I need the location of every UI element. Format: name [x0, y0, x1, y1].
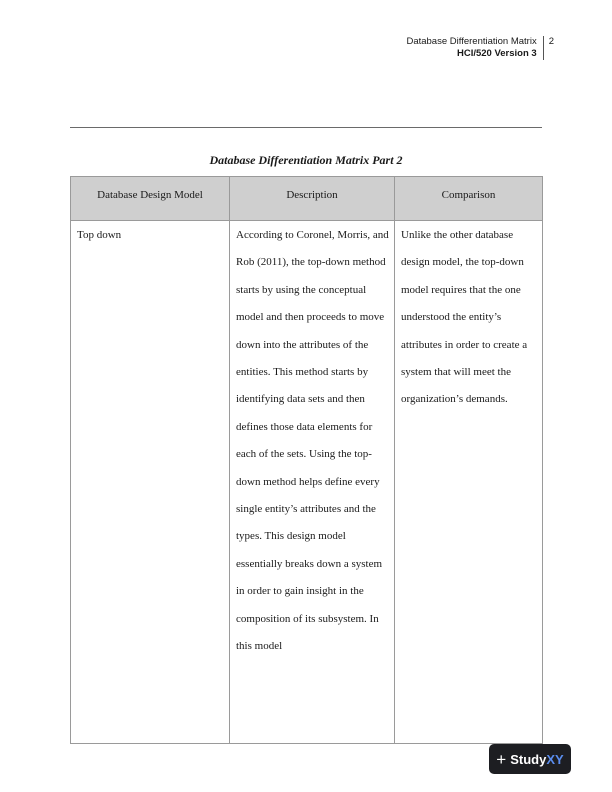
- description-text: According to Coronel, Morris, and Rob (2011), the top-down method starts by using the conceptual model and then proceeds to move down into the attributes of the entities. This method starts by identifying data sets and then defines those data elements for each of the sets. Using the top-down method helps define every single entity’s attributes and the types. This design model essentially breaks down a system in order to gain insight in the composition of its subsystem. In this model: [236, 229, 389, 653]
- cell-model: [71, 221, 230, 744]
- table-header-row: [71, 177, 543, 221]
- header-text-block: [406, 36, 543, 60]
- horizontal-divider: [70, 127, 542, 128]
- differentiation-table: [70, 176, 543, 744]
- header-title: Database Differentiation Matrix: [406, 36, 537, 47]
- cell-description: [230, 221, 395, 744]
- studyxy-logo: [489, 744, 571, 774]
- table-title: Database Differentiation Matrix Part 2: [209, 153, 403, 167]
- column-header-description: Description: [230, 177, 395, 221]
- model-text: Top down: [77, 229, 122, 241]
- running-header: [406, 36, 554, 60]
- page-number: 2: [548, 36, 554, 47]
- plus-icon: +: [496, 749, 507, 769]
- column-header-comparison: Comparison: [395, 177, 543, 221]
- header-subtitle: HCI/520 Version 3: [456, 48, 537, 59]
- comparison-text: Unlike the other database design model, the top-down model requires that the one understood the entity’s attributes in order to create a system that will meet the organization’s demands.: [401, 229, 528, 406]
- logo-brand-main: Study: [510, 751, 547, 767]
- logo-brand-accent: XY: [546, 751, 564, 767]
- column-header-model: Database Design Model: [71, 177, 230, 221]
- cell-comparison: [395, 221, 543, 744]
- table-row: [71, 221, 543, 744]
